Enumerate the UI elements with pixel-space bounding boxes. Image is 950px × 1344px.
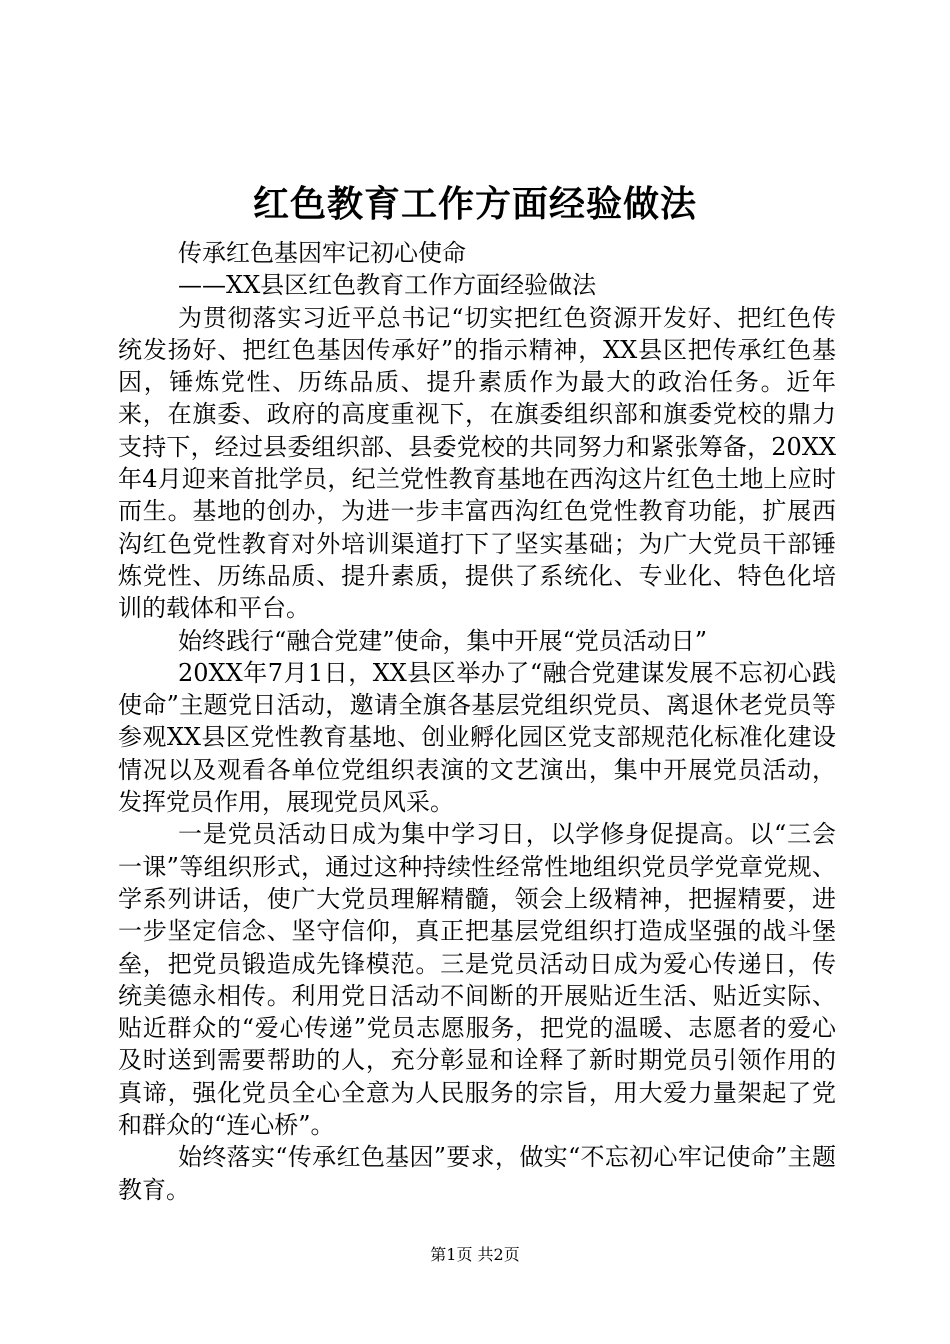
body-paragraph: 一是党员活动日成为集中学习日，以学修身促提高。以“三会一课”等组织形式，通过这种持续性经常性地组织党员学党章党规、学系列讲话，使广大党员理解精髓，领会上级精神，把握精要，进一步坚定信念、坚守信仰，真正把基层党组织打造成坚强的战斗堡垒，把党员锻造成先锋模范。三是党员活动日成为爱心传递日，传统美德永相传。利用党日活动不间断的开展贴近生活、贴近实际、贴近群众的“爱心传递”党员志愿服务，把党的温暖、志愿者的爱心及时送到需要帮助的人，充分彰显和诠释了新时期党员引领作用的真谛，强化党员全心全意为人民服务的宗旨，用大爱力量架起了党和群众的“连心桥”。 xyxy=(118,820,836,1140)
document-body xyxy=(118,237,836,1206)
body-paragraph: 为贯彻落实习近平总书记“切实把红色资源开发好、把红色传统发扬好、把红色基因传承好”的指示精神，XX县区把传承红色基因，锤炼党性、历练品质、提升素质作为最大的政治任务。近年来，在旗委、政府的高度重视下，在旗委组织部和旗委党校的鼎力支持下，经过县委组织部、县委党校的共同努力和紧张筹备，20XX年4月迎来首批学员，纪兰党性教育基地在西沟这片红色土地上应时而生。基地的创办，为进一步丰富西沟红色党性教育功能，扩展西沟红色党性教育对外培训渠道打下了坚实基础；为广大党员干部锤炼党性、历练品质、提升素质，提供了系统化、专业化、特色化培训的载体和平台。 xyxy=(118,303,836,623)
subtitle-paragraph: 传承红色基因牢记初心使命 xyxy=(178,239,466,267)
subtitle-source-paragraph: ——XX县区红色教育工作方面经验做法 xyxy=(178,271,597,300)
section-heading-paragraph: 始终落实“传承红色基因”要求，做实“不忘初心牢记使命”主题教育。 xyxy=(118,1143,836,1204)
document-title: 红色教育工作方面经验做法 xyxy=(252,184,697,225)
page-number-footer: 第1页 共2页 xyxy=(430,1245,520,1264)
section-heading-paragraph: 始终践行“融合党建”使命，集中开展“党员活动日” xyxy=(178,626,708,655)
body-paragraph: 20XX年7月1日，XX县区举办了“融合党建谋发展不忘初心践使命”主题党日活动，邀请全旗各基层党组织党员、离退休老党员等参观XX县区党性教育基地、创业孵化园区党支部规范化标准化建设情况以及观看各单位党组织表演的文艺演出，集中开展党员活动，发挥党员作用，展现党员风采。 xyxy=(118,658,836,817)
